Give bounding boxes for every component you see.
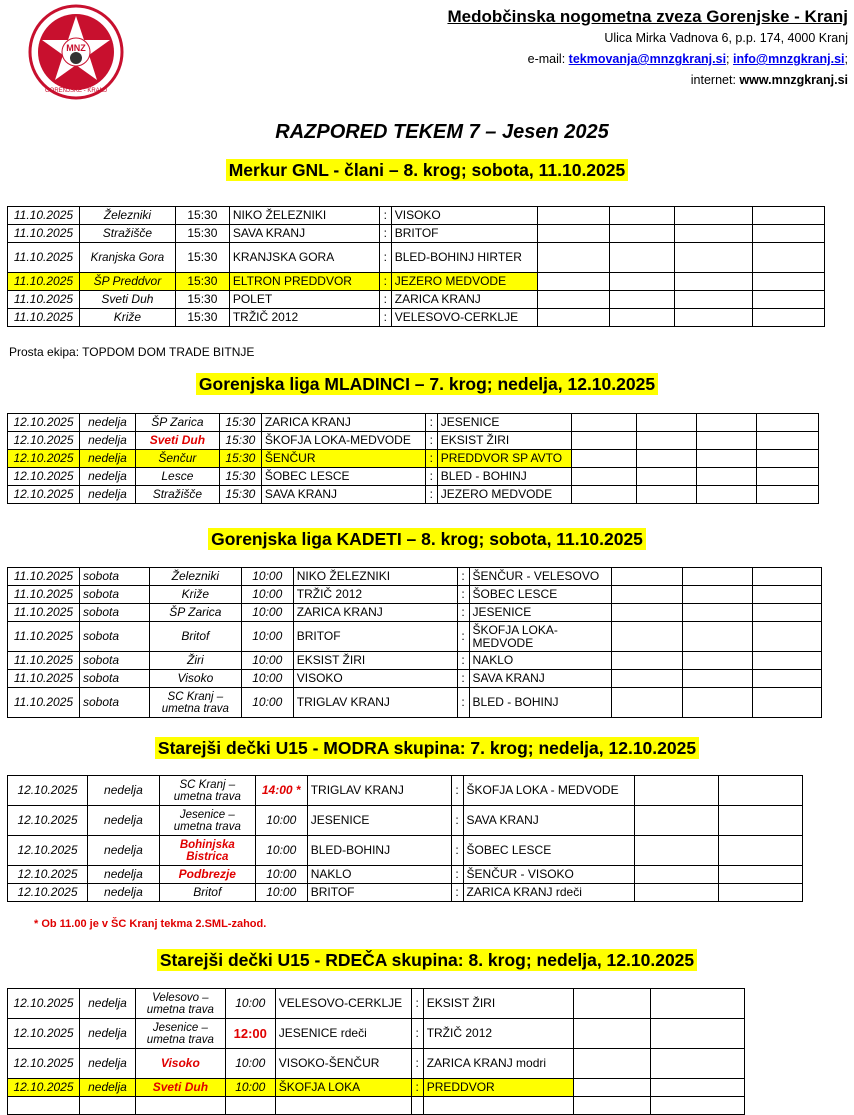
table-row-highlighted: 12.10.2025 nedelja Šenčur 15:30 ŠENČUR : PREDDVOR SP AVTO [8, 450, 819, 468]
table-row: 11.10.2025 sobota Železniki 10:00 NIKO ŽELEZNIKI : ŠENČUR - VELESOVO [8, 568, 822, 586]
svg-text:MNZ: MNZ [66, 43, 86, 53]
email-line: e-mail: tekmovanja@mnzgkranj.si; info@mnzgkranj.si; [527, 52, 848, 66]
org-address: Ulica Mirka Vadnova 6, p.p. 174, 4000 Kranj [604, 31, 848, 45]
table-row: 11.10.2025 Kranjska Gora 15:30 KRANJSKA GORA : BLED-BOHINJ HIRTER [8, 243, 825, 273]
table-row-highlighted: 12.10.2025 nedelja Sveti Duh 10:00 ŠKOFJA LOKA : PREDDVOR [8, 1079, 745, 1097]
schedule-table [7, 413, 819, 504]
table-row: 11.10.2025 sobota Britof 10:00 BRITOF : ŠKOFJA LOKA-MEDVODE [8, 622, 822, 652]
table-row: 12.10.2025 nedelja Jesenice – umetna trava 12:00 JESENICE rdeči : TRŽIČ 2012 [8, 1019, 745, 1049]
table-row: 11.10.2025 Sveti Duh 15:30 POLET : ZARICA KRANJ [8, 291, 825, 309]
table-row: 11.10.2025 sobota Visoko 10:00 VISOKO : SAVA KRANJ [8, 670, 822, 688]
table-row [8, 1097, 745, 1115]
table-row: 12.10.2025 nedelja Lesce 15:30 ŠOBEC LESCE : BLED - BOHINJ [8, 468, 819, 486]
section-heading: Starejši dečki U15 - RDEČA skupina: 8. krog; nedelja, 12.10.2025 [0, 950, 854, 971]
table-row: 12.10.2025 nedelja ŠP Zarica 15:30 ZARICA KRANJ : JESENICE [8, 414, 819, 432]
table-row-highlighted: 11.10.2025 ŠP Preddvor 15:30 ELTRON PREDDVOR : JEZERO MEDVODE [8, 273, 825, 291]
table-row: 12.10.2025 nedelja Bohinjska Bistrica 10:00 BLED-BOHINJ : ŠOBEC LESCE [8, 836, 803, 866]
schedule-table [7, 567, 822, 718]
free-team-note: Prosta ekipa: TOPDOM DOM TRADE BITNJE [9, 345, 255, 359]
org-name: Medobčinska nogometna zveza Gorenjske - Kranj [447, 7, 848, 26]
table-row: 12.10.2025 nedelja SC Kranj – umetna trava 14:00 * TRIGLAV KRANJ : ŠKOFJA LOKA - MEDVODE [8, 776, 803, 806]
website-link[interactable]: www.mnzgkranj.si [739, 73, 848, 87]
section-heading: Gorenjska liga KADETI – 8. krog; sobota, 11.10.2025 [0, 529, 854, 550]
schedule-table [7, 775, 803, 902]
footnote: * Ob 11.00 je v ŠC Kranj tekma 2.SML-zahod. [34, 918, 267, 930]
schedule-table [7, 206, 825, 327]
mnz-logo [28, 4, 124, 100]
svg-text:GORENJSKE - KRANJ: GORENJSKE - KRANJ [44, 88, 108, 94]
table-row: 11.10.2025 Križe 15:30 TRŽIČ 2012 : VELESOVO-CERKLJE [8, 309, 825, 327]
table-row: 12.10.2025 nedelja Sveti Duh 15:30 ŠKOFJA LOKA-MEDVODE : EKSIST ŽIRI [8, 432, 819, 450]
section-heading: Starejši dečki U15 - MODRA skupina: 7. krog; nedelja, 12.10.2025 [0, 738, 854, 759]
table-row: 11.10.2025 sobota ŠP Zarica 10:00 ZARICA KRANJ : JESENICE [8, 604, 822, 622]
email-link-2[interactable]: info@mnzgkranj.si [733, 52, 845, 66]
schedule-table [7, 988, 745, 1115]
email-link-1[interactable]: tekmovanja@mnzgkranj.si [568, 52, 727, 66]
header-block [447, 6, 848, 91]
table-row: 12.10.2025 nedelja Britof 10:00 BRITOF : ZARICA KRANJ rdeči [8, 884, 803, 902]
table-row: 11.10.2025 sobota Križe 10:00 TRŽIČ 2012 : ŠOBEC LESCE [8, 586, 822, 604]
table-row: 12.10.2025 nedelja Podbrezje 10:00 NAKLO : ŠENČUR - VISOKO [8, 866, 803, 884]
table-row: 11.10.2025 Železniki 15:30 NIKO ŽELEZNIKI : VISOKO [8, 207, 825, 225]
table-row: 12.10.2025 nedelja Stražišče 15:30 SAVA KRANJ : JEZERO MEDVODE [8, 486, 819, 504]
table-row: 11.10.2025 Stražišče 15:30 SAVA KRANJ : BRITOF [8, 225, 825, 243]
table-row: 12.10.2025 nedelja Jesenice – umetna trava 10:00 JESENICE : SAVA KRANJ [8, 806, 803, 836]
table-row: 12.10.2025 nedelja Velesovo – umetna trava 10:00 VELESOVO-CERKLJE : EKSIST ŽIRI [8, 989, 745, 1019]
page-title: RAZPORED TEKEM 7 – Jesen 2025 [275, 121, 609, 143]
table-row: 12.10.2025 nedelja Visoko 10:00 VISOKO-ŠENČUR : ZARICA KRANJ modri [8, 1049, 745, 1079]
table-row: 11.10.2025 sobota SC Kranj – umetna trava 10:00 TRIGLAV KRANJ : BLED - BOHINJ [8, 688, 822, 718]
internet-line: internet: www.mnzgkranj.si [690, 73, 848, 87]
section-heading: Merkur GNL - člani – 8. krog; sobota, 11.10.2025 [0, 160, 854, 181]
section-heading: Gorenjska liga MLADINCI – 7. krog; nedelja, 12.10.2025 [0, 374, 854, 395]
table-row: 11.10.2025 sobota Žiri 10:00 EKSIST ŽIRI : NAKLO [8, 652, 822, 670]
